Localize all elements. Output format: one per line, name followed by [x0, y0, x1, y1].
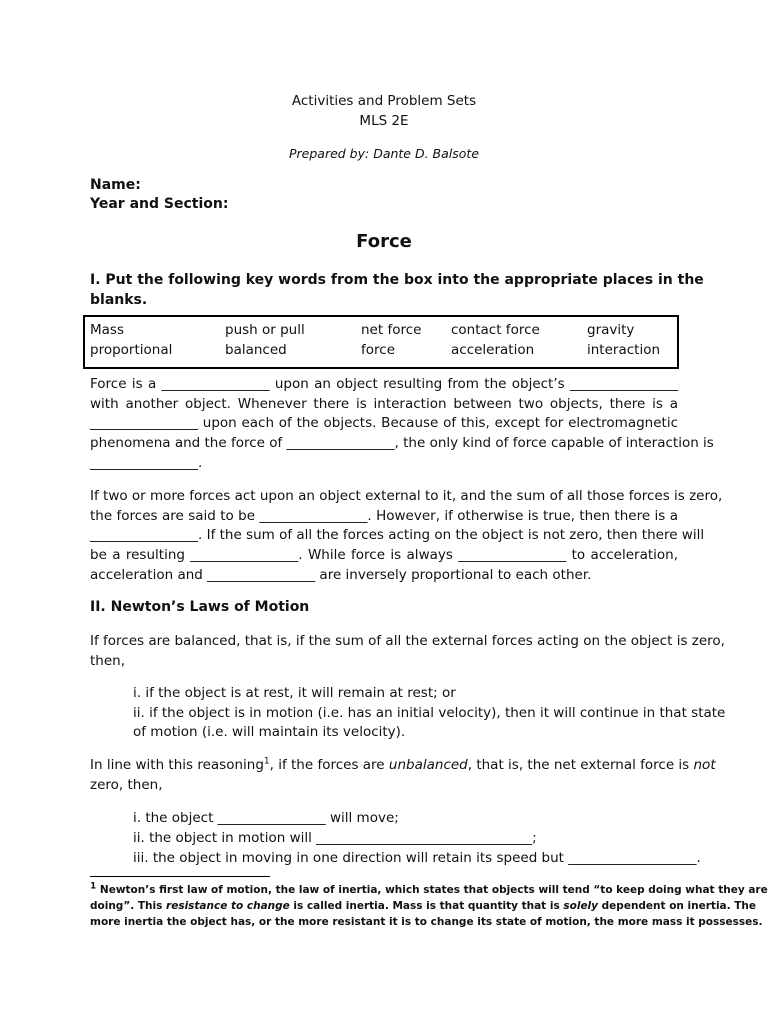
reasoning-text: In line with this reasoning [90, 757, 264, 773]
keyword: interaction [587, 342, 661, 358]
keyword: gravity [587, 322, 635, 338]
keyword: force [361, 342, 395, 358]
list1-item: of motion (i.e. will maintain its velocity). [133, 724, 406, 740]
footnote-text: Newton’s first law of motion, the law of inertia, which states that objects will tend “to keep doing what they are [96, 884, 768, 896]
paragraph2-line: acceleration and ________________ are inversely proportional to each other. [90, 567, 592, 583]
keyword: balanced [225, 342, 287, 358]
paragraph1-line: ________________ upon each of the objects. Because of this, except for electromagnetic [90, 415, 678, 431]
footnote-line3: more inertia the object has, or the more resistant it is to change its state of motion, the more mass it possesses. [90, 916, 763, 928]
reasoning-text: , if the forces are [269, 757, 389, 773]
footnote-reference: 1 [263, 756, 270, 767]
paragraph1-line: Force is a ________________ upon an object resulting from the object’s ________________ [90, 376, 678, 392]
paragraph1-line: with another object. Whenever there is interaction between two objects, there is a [90, 396, 678, 412]
year-section-label: Year and Section: [90, 196, 229, 212]
footnote-line2 [90, 898, 757, 914]
list1-item: i. if the object is at rest, it will remain at rest; or [133, 685, 456, 701]
keyword-box [83, 315, 679, 369]
footnote-emphasis: resistance to change [166, 900, 290, 912]
section2-heading: II. Newton’s Laws of Motion [90, 599, 310, 615]
section1-instruction-line1: I. Put the following key words from the box into the appropriate places in the [90, 272, 704, 288]
list2-item: iii. the object in moving in one direction will retain its speed but ___________________. [133, 850, 701, 866]
footnote-text: doing”. This [90, 900, 167, 912]
list1-item: ii. if the object is in motion (i.e. has an initial velocity), then it will continue in that state [133, 705, 726, 721]
keyword: proportional [90, 342, 173, 358]
footnote-emphasis: solely [563, 900, 599, 912]
emphasis-not: not [693, 757, 716, 773]
emphasis-unbalanced: unbalanced [388, 757, 468, 773]
keyword: Mass [90, 322, 124, 338]
paragraph2-line: the forces are said to be ________________. However, if otherwise is true, then there is a [90, 508, 678, 524]
footnote-text: is called inertia. Mass is that quantity that is [289, 900, 564, 912]
reasoning-line2: zero, then, [90, 777, 163, 793]
document-title: Activities and Problem Sets [291, 93, 477, 109]
footnote-marker: 1 [90, 881, 97, 892]
section2-intro-line: then, [90, 653, 126, 669]
paragraph2-line: ________________. If the sum of all the forces acting on the object is not zero, then there will [90, 527, 705, 543]
footnote-line1 [90, 881, 768, 898]
topic-title: Force [356, 231, 412, 252]
section1-instruction-line2: blanks. [90, 292, 148, 308]
list2-item: ii. the object in motion will ________________________________; [133, 830, 537, 846]
keyword: push or pull [225, 322, 305, 338]
list2-item: i. the object ________________ will move; [133, 810, 399, 826]
course-code: MLS 2E [359, 113, 409, 129]
paragraph1-line: phenomena and the force of ________________, the only kind of force capable of interaction is [90, 435, 714, 451]
keyword: net force [361, 322, 422, 338]
reasoning-line [90, 755, 716, 775]
paragraph2-line: be a resulting ________________. While force is always ________________ to acceleration, [90, 547, 678, 563]
name-label: Name: [90, 177, 141, 193]
reasoning-text: , that is, the net external force is [467, 757, 694, 773]
keyword: acceleration [451, 342, 535, 358]
footnote-rule [90, 876, 270, 877]
footnote-text: dependent on inertia. The [598, 900, 757, 912]
section2-intro-line: If forces are balanced, that is, if the sum of all the external forces acting on the object is zero, [90, 633, 725, 649]
paragraph1-line: ________________. [90, 455, 203, 471]
prepared-by: Prepared by: Dante D. Balsote [288, 146, 480, 161]
keyword: contact force [451, 322, 540, 338]
paragraph2-line: If two or more forces act upon an object external to it, and the sum of all those forces is zero, [90, 488, 723, 504]
